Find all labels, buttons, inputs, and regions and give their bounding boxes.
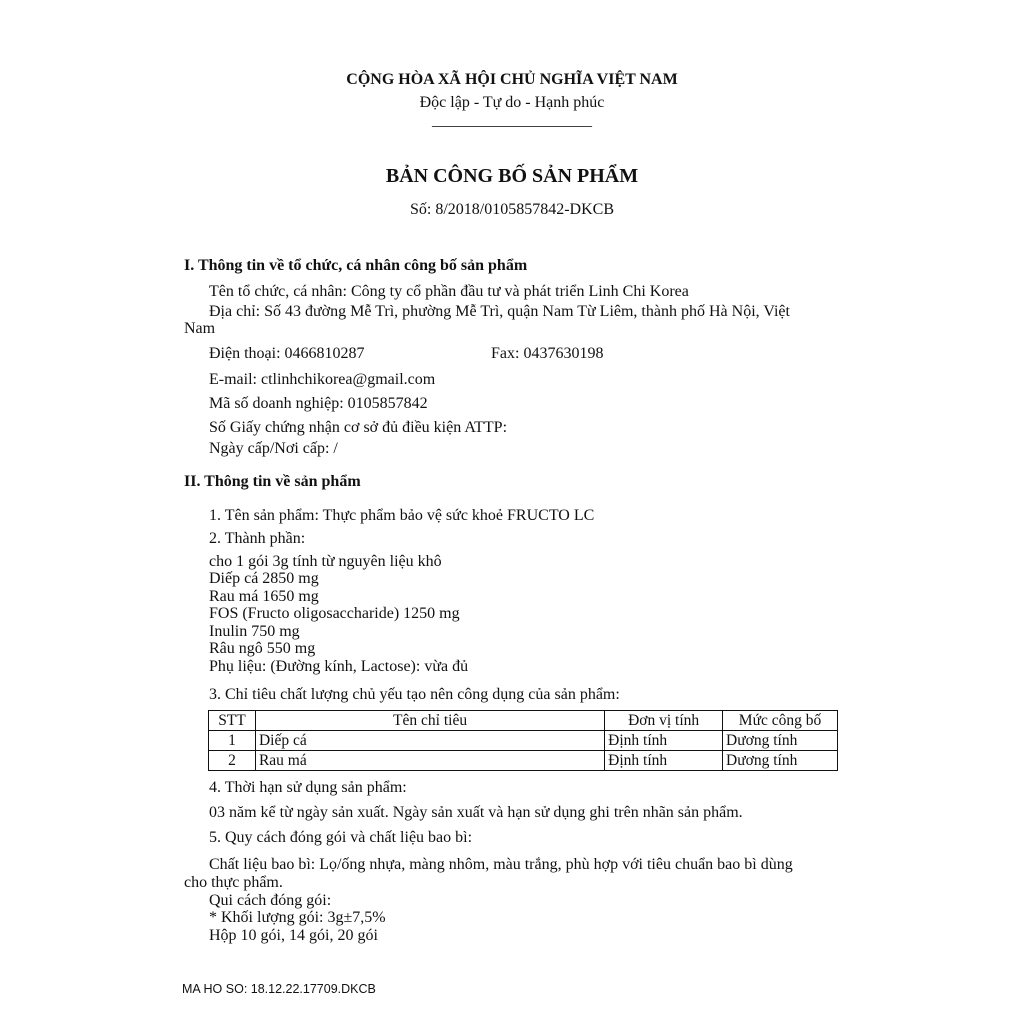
table-cell: 2: [209, 751, 256, 771]
packaging-material-line1: Chất liệu bao bì: Lọ/ống nhựa, màng nhôm, màu trắng, phù hợp với tiêu chuẩn bao bì dùng: [209, 856, 793, 873]
dossier-code: MA HO SO: 18.12.22.17709.DKCB: [182, 982, 376, 996]
ingredient-item: FOS (Fructo oligosaccharide) 1250 mg: [209, 605, 460, 622]
ingredient-item: Diếp cá 2850 mg: [209, 570, 319, 587]
table-row: [209, 751, 838, 771]
national-title: CỘNG HÒA XÃ HỘI CHỦ NGHĨA VIỆT NAM: [346, 71, 678, 88]
ingredient-item: Râu ngô 550 mg: [209, 640, 316, 657]
shelf-life-title: 4. Thời hạn sử dụng sản phẩm:: [209, 779, 407, 796]
table-cell: Diếp cá: [255, 731, 604, 751]
ingredients-title: 2. Thành phần:: [209, 530, 306, 547]
table-header-cell: Mức công bố: [723, 711, 838, 731]
ingredient-item: cho 1 gói 3g tính từ nguyên liệu khô: [209, 553, 442, 570]
table-header-cell: STT: [209, 711, 256, 731]
org-address-line2: Nam: [184, 320, 216, 337]
org-name: Tên tổ chức, cá nhân: Công ty cổ phần đầu tư và phát triển Linh Chi Korea: [209, 283, 689, 300]
quality-table: [208, 710, 838, 771]
ingredient-item: Inulin 750 mg: [209, 623, 300, 640]
table-row: [209, 731, 838, 751]
product-name: 1. Tên sản phẩm: Thực phẩm bảo vệ sức khoẻ FRUCTO LC: [209, 507, 595, 524]
packing-box: Hộp 10 gói, 14 gói, 20 gói: [209, 927, 378, 944]
table-header-cell: Tên chỉ tiêu: [255, 711, 604, 731]
org-certificate: Số Giấy chứng nhận cơ sở đủ điều kiện ATTP:: [209, 419, 508, 436]
org-tax-code: Mã số doanh nghiệp: 0105857842: [209, 395, 428, 412]
table-header-cell: Đơn vị tính: [605, 711, 723, 731]
section2-heading: II. Thông tin về sản phẩm: [184, 473, 361, 490]
table-cell: Dương tính: [723, 731, 838, 751]
national-motto: Độc lập - Tự do - Hạnh phúc: [419, 94, 605, 111]
ingredient-item: Rau má 1650 mg: [209, 588, 319, 605]
org-email: E-mail: ctlinhchikorea@gmail.com: [209, 371, 436, 388]
packing-weight: * Khối lượng gói: 3g±7,5%: [209, 909, 386, 926]
ingredient-item: Phụ liệu: (Đường kính, Lactose): vừa đủ: [209, 658, 469, 675]
org-address-line1: Địa chỉ: Số 43 đường Mễ Trì, phường Mễ Trì, quận Nam Từ Liêm, thành phố Hà Nội, Việt: [209, 303, 790, 320]
org-issue: Ngày cấp/Nơi cấp: /: [209, 440, 338, 457]
packing-spec: Qui cách đóng gói:: [209, 892, 332, 909]
section1-heading: I. Thông tin về tổ chức, cá nhân công bố sản phẩm: [184, 257, 528, 274]
table-cell: Rau má: [255, 751, 604, 771]
document-title: BẢN CÔNG BỐ SẢN PHẨM: [385, 165, 639, 187]
table-cell: Định tính: [605, 731, 723, 751]
table-cell: 1: [209, 731, 256, 751]
shelf-life-text: 03 năm kể từ ngày sản xuất. Ngày sản xuất và hạn sử dụng ghi trên nhãn sản phẩm.: [209, 804, 743, 821]
quality-title: 3. Chỉ tiêu chất lượng chủ yếu tạo nên công dụng của sản phẩm:: [209, 686, 620, 703]
org-phone: Điện thoại: 0466810287: [209, 345, 365, 362]
table-header-row: [209, 711, 838, 731]
packaging-title: 5. Quy cách đóng gói và chất liệu bao bì:: [209, 829, 473, 846]
document-number: Số: 8/2018/0105857842-DKCB: [409, 201, 614, 218]
table-cell: Dương tính: [723, 751, 838, 771]
org-fax: Fax: 0437630198: [491, 345, 604, 362]
header-rule: ____________________: [432, 112, 592, 129]
table-cell: Định tính: [605, 751, 723, 771]
packaging-material-line2: cho thực phẩm.: [184, 874, 283, 891]
